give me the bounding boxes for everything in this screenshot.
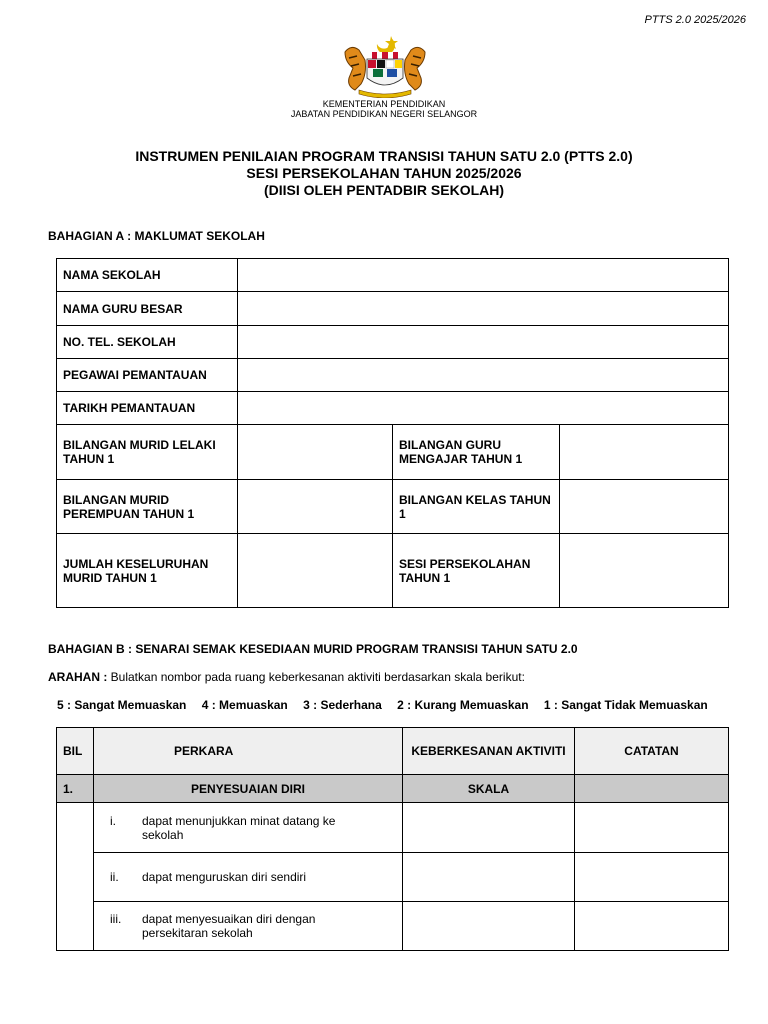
scale-1: 1 : Sangat Tidak Memuaskan: [543, 698, 708, 712]
item-text: dapat menguruskan diri sendiri: [142, 870, 307, 884]
rating-scale-legend: [57, 698, 708, 712]
item-roman: i.: [110, 813, 116, 828]
school-name-field[interactable]: [238, 259, 729, 292]
scale-5: 5 : Sangat Memuaskan: [57, 698, 187, 712]
item-text: dapat menyesuaikan diri dengan persekitaran sekolah: [142, 912, 316, 940]
monitoring-officer-label: PEGAWAI PEMANTAUAN: [57, 359, 238, 392]
group-row: [57, 775, 729, 803]
section-b-heading: BAHAGIAN B : SENARAI SEMAK KESEDIAAN MURID PROGRAM TRANSISI TAHUN SATU 2.0: [48, 642, 578, 656]
monitoring-officer-field[interactable]: [238, 359, 729, 392]
scale-3: 3 : Sederhana: [303, 698, 382, 712]
school-session-field[interactable]: [560, 534, 729, 608]
item-text: dapat menunjukkan minat datang ke sekolah: [142, 813, 336, 842]
item-roman: iii.: [110, 912, 122, 926]
group-catatan: [575, 775, 729, 803]
table-row: [57, 853, 729, 902]
ministry-name: KEMENTERIAN PENDIDIKAN: [322, 99, 446, 109]
group-number: 1.: [57, 775, 94, 803]
class-count-field[interactable]: [560, 480, 729, 534]
document-title: [0, 148, 768, 199]
table-row: [57, 534, 729, 608]
item-catatan-field[interactable]: [575, 853, 729, 902]
table-row: [57, 292, 729, 326]
total-pupils-label: JUMLAH KESELURUHAN MURID TAHUN 1: [57, 534, 238, 608]
malaysia-coat-of-arms-icon: [337, 34, 433, 98]
table-row: [57, 359, 729, 392]
school-name-label: NAMA SEKOLAH: [57, 259, 238, 292]
table-row: [57, 392, 729, 425]
column-bil: BIL: [57, 728, 94, 775]
monitoring-date-field[interactable]: [238, 392, 729, 425]
monitoring-date-label: TARIKH PEMANTAUAN: [57, 392, 238, 425]
group-title: PENYESUAIAN DIRI: [94, 775, 403, 803]
column-perkara: PERKARA: [94, 728, 403, 775]
female-pupils-field[interactable]: [238, 480, 393, 534]
male-pupils-label: BILANGAN MURID LELAKI TAHUN 1: [57, 425, 238, 480]
school-phone-field[interactable]: [238, 326, 729, 359]
item-catatan-field[interactable]: [575, 902, 729, 951]
female-pupils-label: BILANGAN MURID PEREMPUAN TAHUN 1: [57, 480, 238, 534]
column-catatan: CATATAN: [575, 728, 729, 775]
department-name: JABATAN PENDIDIKAN NEGERI SELANGOR: [290, 109, 478, 119]
document-reference: PTTS 2.0 2025/2026: [644, 14, 746, 26]
school-phone-label: NO. TEL. SEKOLAH: [57, 326, 238, 359]
headmaster-name-field[interactable]: [238, 292, 729, 326]
instructions-label: ARAHAN :: [48, 670, 108, 684]
item-perkara: [94, 902, 403, 951]
teachers-count-label: BILANGAN GURU MENGAJAR TAHUN 1: [393, 425, 560, 480]
readiness-checklist-table: [56, 727, 729, 951]
group-skala: SKALA: [403, 775, 575, 803]
scale-2: 2 : Kurang Memuaskan: [397, 698, 529, 712]
table-row: [57, 480, 729, 534]
title-line-3: (DIISI OLEH PENTADBIR SEKOLAH): [263, 182, 505, 198]
section-a-heading: BAHAGIAN A : MAKLUMAT SEKOLAH: [48, 229, 265, 243]
column-keberkesanan: KEBERKESANAN AKTIVITI: [403, 728, 575, 775]
item-perkara: [94, 853, 403, 902]
item-roman: ii.: [110, 870, 119, 884]
table-row: [57, 902, 729, 951]
title-line-2: SESI PERSEKOLAHAN TAHUN 2025/2026: [246, 165, 522, 181]
table-row: [57, 425, 729, 480]
item-scale-field[interactable]: [403, 853, 575, 902]
bil-cell: [57, 803, 94, 951]
male-pupils-field[interactable]: [238, 425, 393, 480]
instructions-text: Bulatkan nombor pada ruang keberkesanan aktiviti berdasarkan skala berikut:: [107, 670, 525, 684]
total-pupils-field[interactable]: [238, 534, 393, 608]
school-session-label: SESI PERSEKOLAHAN TAHUN 1: [393, 534, 560, 608]
scale-4: 4 : Memuaskan: [201, 698, 288, 712]
table-row: [57, 326, 729, 359]
teachers-count-field[interactable]: [560, 425, 729, 480]
instructions: [48, 670, 525, 684]
title-line-1: INSTRUMEN PENILAIAN PROGRAM TRANSISI TAHUN SATU 2.0 (PTTS 2.0): [135, 148, 633, 164]
class-count-label: BILANGAN KELAS TAHUN 1: [393, 480, 560, 534]
item-catatan-field[interactable]: [575, 803, 729, 853]
item-scale-field[interactable]: [403, 803, 575, 853]
school-info-table: [56, 258, 729, 608]
table-header-row: [57, 728, 729, 775]
item-perkara: [94, 803, 403, 853]
headmaster-name-label: NAMA GURU BESAR: [57, 292, 238, 326]
table-row: [57, 803, 729, 853]
table-row: [57, 259, 729, 292]
item-scale-field[interactable]: [403, 902, 575, 951]
